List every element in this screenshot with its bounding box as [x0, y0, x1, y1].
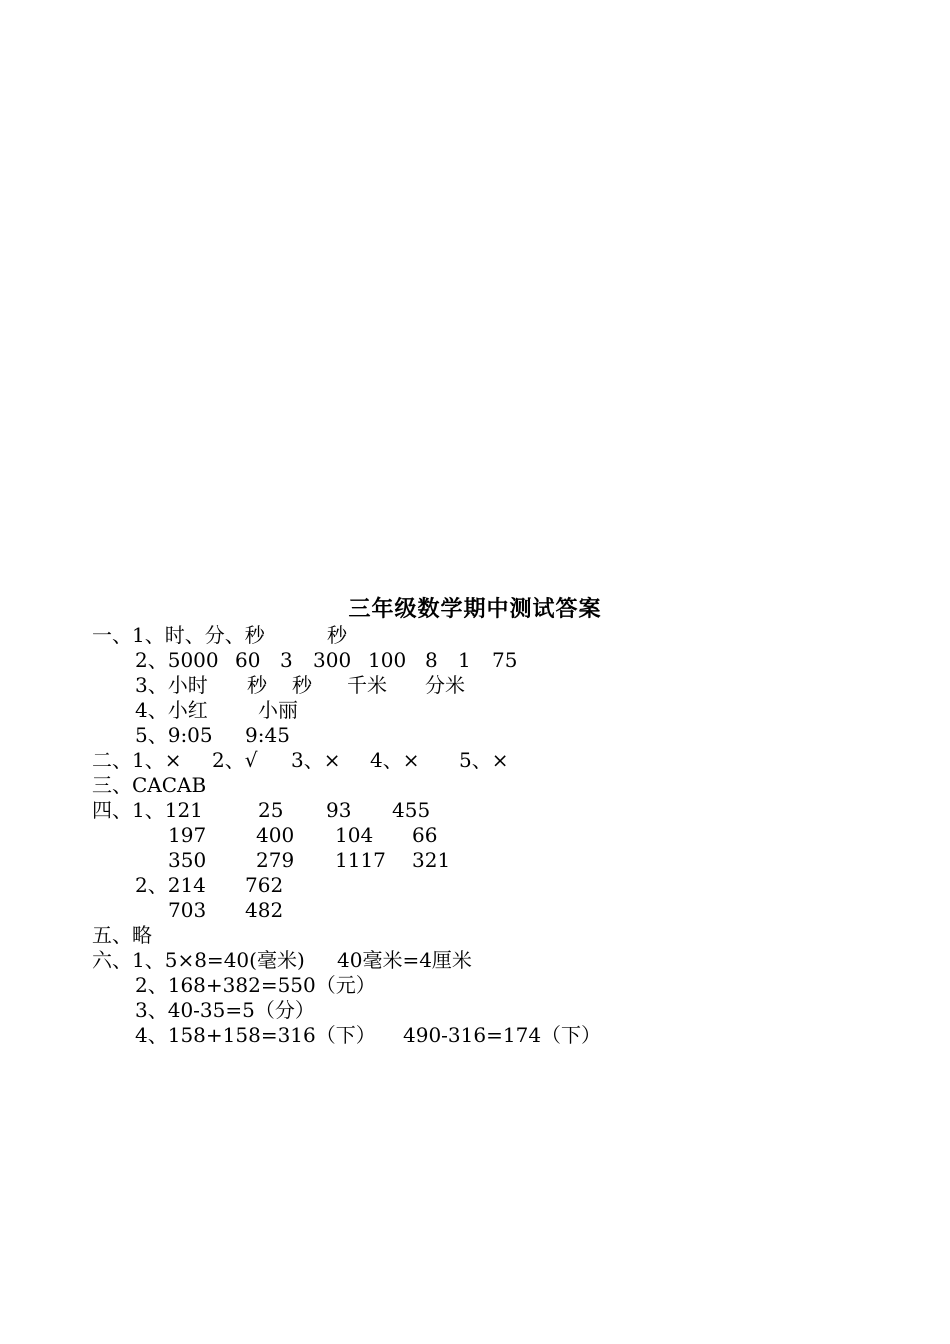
answer-text: 703	[168, 898, 207, 922]
answer-text: 2、168+382=550（元）	[135, 973, 376, 997]
answer-text: 小丽	[258, 698, 298, 722]
answer-text: 秒	[327, 623, 347, 647]
answer-text: 5、×	[459, 748, 509, 772]
answer-text: 2、5000	[135, 648, 219, 672]
answer-text: 4、×	[370, 748, 420, 772]
answer-text: 2、214	[135, 873, 206, 897]
answer-text: 279	[256, 848, 295, 872]
answer-text: 762	[245, 873, 284, 897]
answer-text: 40毫米=4厘米	[337, 948, 472, 972]
answer-text: 1	[458, 648, 471, 672]
page-title: 三年级数学期中测试答案	[348, 596, 602, 622]
answer-text: 100	[368, 648, 407, 672]
answer-text: 3、×	[291, 748, 341, 772]
answer-text: 二、1、×	[92, 748, 182, 772]
answer-text: 秒	[292, 673, 312, 697]
answer-text: 秒	[247, 673, 267, 697]
answer-text: 一、1、时、分、秒	[92, 623, 265, 647]
answer-text: 分米	[425, 673, 465, 697]
answer-text: 三、CACAB	[92, 773, 207, 797]
answer-line-6-4	[135, 1023, 602, 1123]
answer-text: 3、40-35=5（分）	[135, 998, 315, 1022]
answer-text: 1117	[335, 848, 386, 872]
answer-text: 350	[168, 848, 207, 872]
answer-text: 8	[425, 648, 438, 672]
answer-text: 3	[280, 648, 293, 672]
answer-text: 千米	[347, 673, 387, 697]
answer-text: 197	[168, 823, 207, 847]
answer-text: 75	[492, 648, 518, 672]
answer-text: 四、1、121	[92, 798, 203, 822]
answer-text: 455	[392, 798, 431, 822]
answer-text: 5、9:05	[135, 723, 213, 747]
answer-text: 93	[326, 798, 352, 822]
answer-text: 66	[412, 823, 438, 847]
answer-text: 321	[412, 848, 451, 872]
answer-text: 300	[313, 648, 352, 672]
answer-text: 4、158+158=316（下）	[135, 1023, 376, 1047]
answer-text: 490-316=174（下）	[403, 1023, 602, 1047]
answer-text: 482	[245, 898, 284, 922]
answer-text: 60	[235, 648, 261, 672]
answer-text: 400	[256, 823, 295, 847]
answer-text: 3、小时	[135, 673, 208, 697]
answer-text: 104	[335, 823, 374, 847]
answer-text: 六、1、5×8=40(毫米)	[92, 948, 305, 972]
answer-text: 2、√	[212, 748, 258, 772]
answer-text: 25	[258, 798, 284, 822]
answer-text: 9:45	[245, 723, 290, 747]
answer-text: 五、略	[92, 923, 152, 947]
answer-text: 4、小红	[135, 698, 208, 722]
